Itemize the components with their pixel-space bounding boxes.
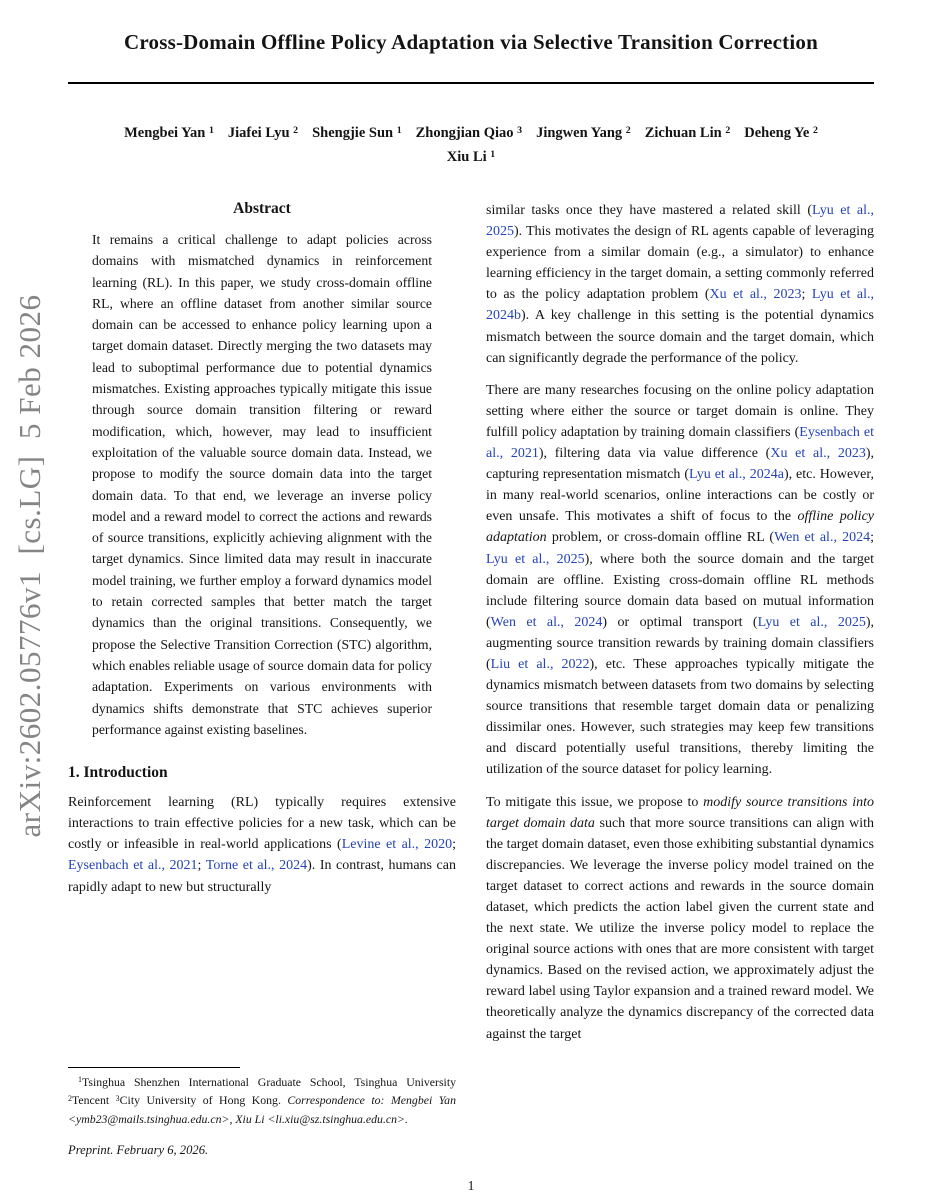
left-column xyxy=(68,200,456,1158)
author xyxy=(536,125,631,141)
citation-link[interactable]: Liu et al., 2022 xyxy=(490,656,590,672)
footnote-text xyxy=(68,1074,456,1127)
footnote-rule xyxy=(68,1067,240,1068)
text-segment: ) or optimal transport ( xyxy=(602,614,758,630)
abstract-text: It remains a critical challenge to adapt policies across domains with mismatched dynamics in reinforcement learning (RL). In this paper, we study cross-domain offline RL, where an offline dataset from another similar source domain can be accessed to enhance policy learning upon a target domain dataset. Directly merging the two datasets may lead to suboptimal performance due to potential dynamics mismatches. Existing approaches typically mitigate this issue through source domain transition filtering or reward modification, which, however, may lead to insufficient exploitation of the valuable source domain data. Instead, we propose to modify the source domain data into the target domain data. To that end, we leverage an inverse policy model and a reward model to correct the actions and rewards of source transitions, explicitly achieving alignment with the target dynamics. Since limited data may result in inaccurate model training, we further employ a forward dynamics model to retain corrected samples that better match the target dynamics than the original transitions. Consequently, we propose the Selective Transition Correction (STC) algorithm, which enables reliable usage of source domain data for policy adaptation. Experiments on various environments with dynamics shifts demonstrate that STC achieves superior performance against existing baselines. xyxy=(92,232,432,737)
author xyxy=(447,149,495,165)
text-segment: similar tasks once they have mastered a related skill ( xyxy=(486,203,812,218)
author-name: Zichuan Lin xyxy=(644,125,726,141)
author-row-1 xyxy=(0,122,942,146)
text-segment: There are many researches focusing on the online policy adaptation setting where either the source or target domain is online. They fulfill policy adaptation by training domain classifiers ( xyxy=(486,382,874,440)
author xyxy=(228,125,298,141)
text-segment: ), capturing representation mismatch ( xyxy=(486,446,875,483)
text-segment: ; xyxy=(197,858,206,874)
text-segment: ), etc. However, in many real-world scenarios, online interactions can be costly or even unsafe. This motivates a shift of focus to the xyxy=(486,467,874,525)
text-segment: modify source transitions into target domain data xyxy=(486,794,875,831)
author-name: Shengjie Sun xyxy=(312,125,397,141)
author-row-2 xyxy=(0,146,942,170)
citation-link[interactable]: Lyu et al., 2025 xyxy=(757,614,866,630)
citation-link[interactable]: Lyu et al., 2025 xyxy=(486,203,874,240)
page-number: 1 xyxy=(467,1178,475,1193)
author-affiliation-superscript: 2 xyxy=(293,124,299,136)
section-heading-introduction: 1. Introduction xyxy=(68,764,168,782)
right-column xyxy=(486,200,874,1158)
paragraph xyxy=(486,380,874,781)
text-segment: City University of Hong Kong. xyxy=(119,1093,288,1108)
text-segment: ; xyxy=(801,287,812,303)
citation-link[interactable]: Eysenbach et al., 2021 xyxy=(486,424,874,462)
citation-link[interactable]: Eysenbach et al., 2021 xyxy=(68,858,198,874)
citation-link[interactable]: Lyu et al., 2025 xyxy=(486,551,585,567)
intro-paragraph xyxy=(68,792,456,897)
text-segment: problem, or cross-domain offline RL ( xyxy=(546,530,775,546)
citation-link[interactable]: Wen et al., 2024 xyxy=(490,614,603,630)
text-segment: 3 xyxy=(115,1093,120,1103)
author-name: Deheng Ye xyxy=(744,125,813,141)
preprint-notice: Preprint. February 6, 2026. xyxy=(68,1143,209,1157)
text-segment: 1 xyxy=(78,1075,83,1085)
citation-link[interactable]: Levine et al., 2020 xyxy=(341,837,453,853)
author-name: Jiafei Lyu xyxy=(227,125,294,141)
citation-link[interactable]: Torne et al., 2024 xyxy=(205,858,308,874)
text-segment: ). This motivates the design of RL agents capable of leveraging experience from a similar domain (e.g., a simulator) to enhance learning efficiency in the target domain, a setting commonly referred to as the policy adaptation problem ( xyxy=(486,224,874,303)
text-segment: ), augmenting source transition rewards by training domain classifiers ( xyxy=(486,614,874,672)
title-rule xyxy=(68,82,874,84)
paragraph xyxy=(486,792,874,1045)
abstract-heading: Abstract xyxy=(233,200,291,217)
citation-link[interactable]: Xu et al., 2023 xyxy=(770,446,866,462)
text-segment: such that more source transitions can align with the target domain dataset, even those exhibiting substantial dynamics discrepancies. We leverage the inverse policy model trained on the target dataset to correct actions and rewards in the source domain dataset, which predicts the action label given the current state and the next state. We utilize the inverse policy model to replace the original source actions with ones that are more consistent with target dynamics. Based on the revised action, we approximately adjust the reward label using Taylor expansion and a trained reward model. We theoretically analyze the dynamics discrepancy of the corrected data against the target xyxy=(486,815,875,1042)
author-name: Jingwen Yang xyxy=(536,125,626,141)
authors-block xyxy=(0,122,942,170)
text-segment: ), etc. These approaches typically mitigate the dynamics mismatch between datasets from two domains by selecting source transitions that resemble target domain data or penalizing dissimilar ones. However, such strategies may keep few transitions and discard potentially useful transitions, thereby limiting the utilization of the source dataset for policy learning. xyxy=(486,656,874,778)
text-segment: ). A key challenge in this setting is the potential dynamics mismatch between the source domain and the target domain, which can significantly degrade the performance of the policy. xyxy=(486,308,874,366)
author-affiliation-superscript: 3 xyxy=(517,124,523,136)
author-affiliation-superscript: 2 xyxy=(725,124,731,136)
author-affiliation-superscript: 1 xyxy=(490,148,496,160)
citation-link[interactable]: Lyu et al., 2024a xyxy=(689,467,784,483)
citation-link[interactable]: Wen et al., 2024 xyxy=(774,530,871,546)
text-segment: Correspondence to: Mengbei Yan <ymb23@mails.tsinghua.edu.cn>, Xiu Li <li.xiu@sz.tsinghua.edu.cn>. xyxy=(68,1093,456,1126)
author-affiliation-superscript: 1 xyxy=(208,124,214,136)
text-segment: ; xyxy=(870,530,875,546)
author-name: Mengbei Yan xyxy=(124,125,209,141)
text-segment: 2 xyxy=(68,1093,73,1103)
author xyxy=(312,125,402,141)
arxiv-stamp: arXiv:2602.05776v1 [cs.LG] 5 Feb 2026 xyxy=(12,294,47,838)
footnote-block xyxy=(68,1067,456,1158)
author-affiliation-superscript: 2 xyxy=(812,124,818,136)
text-segment: ). In contrast, humans can rapidly adapt to new but structurally xyxy=(68,858,456,895)
text-segment: Reinforcement learning (RL) typically requires extensive interactions to train effective policies for a new task, which can be costly or infeasible in real-world applications ( xyxy=(68,795,456,853)
text-segment: Tencent xyxy=(72,1093,116,1108)
text-segment: ), where both the source domain and the target domain are offline. Existing cross-domain offline RL methods include filtering source domain data based on mutual information ( xyxy=(486,551,874,630)
text-segment: offline policy adaptation xyxy=(486,509,875,546)
author-affiliation-superscript: 2 xyxy=(625,124,631,136)
paragraph xyxy=(486,200,874,369)
author-name: Zhongjian Qiao xyxy=(415,125,518,141)
two-column-body xyxy=(68,200,874,1158)
author-affiliation-superscript: 1 xyxy=(396,124,402,136)
author xyxy=(744,125,818,141)
author xyxy=(416,125,522,141)
text-segment: To mitigate this issue, we propose to xyxy=(486,794,704,810)
citation-link[interactable]: Xu et al., 2023 xyxy=(709,287,802,303)
paper-title: Cross-Domain Offline Policy Adaptation via Selective Transition Correction xyxy=(124,30,818,54)
citation-link[interactable]: Lyu et al., 2024b xyxy=(486,287,874,324)
text-segment: Tsinghua Shenzhen International Graduate School, Tsinghua University xyxy=(82,1074,456,1089)
author-name: Xiu Li xyxy=(446,149,491,165)
text-segment: ), filtering data via value difference ( xyxy=(538,446,771,462)
text-segment: ; xyxy=(452,837,457,853)
author xyxy=(124,125,214,141)
author xyxy=(645,125,731,141)
